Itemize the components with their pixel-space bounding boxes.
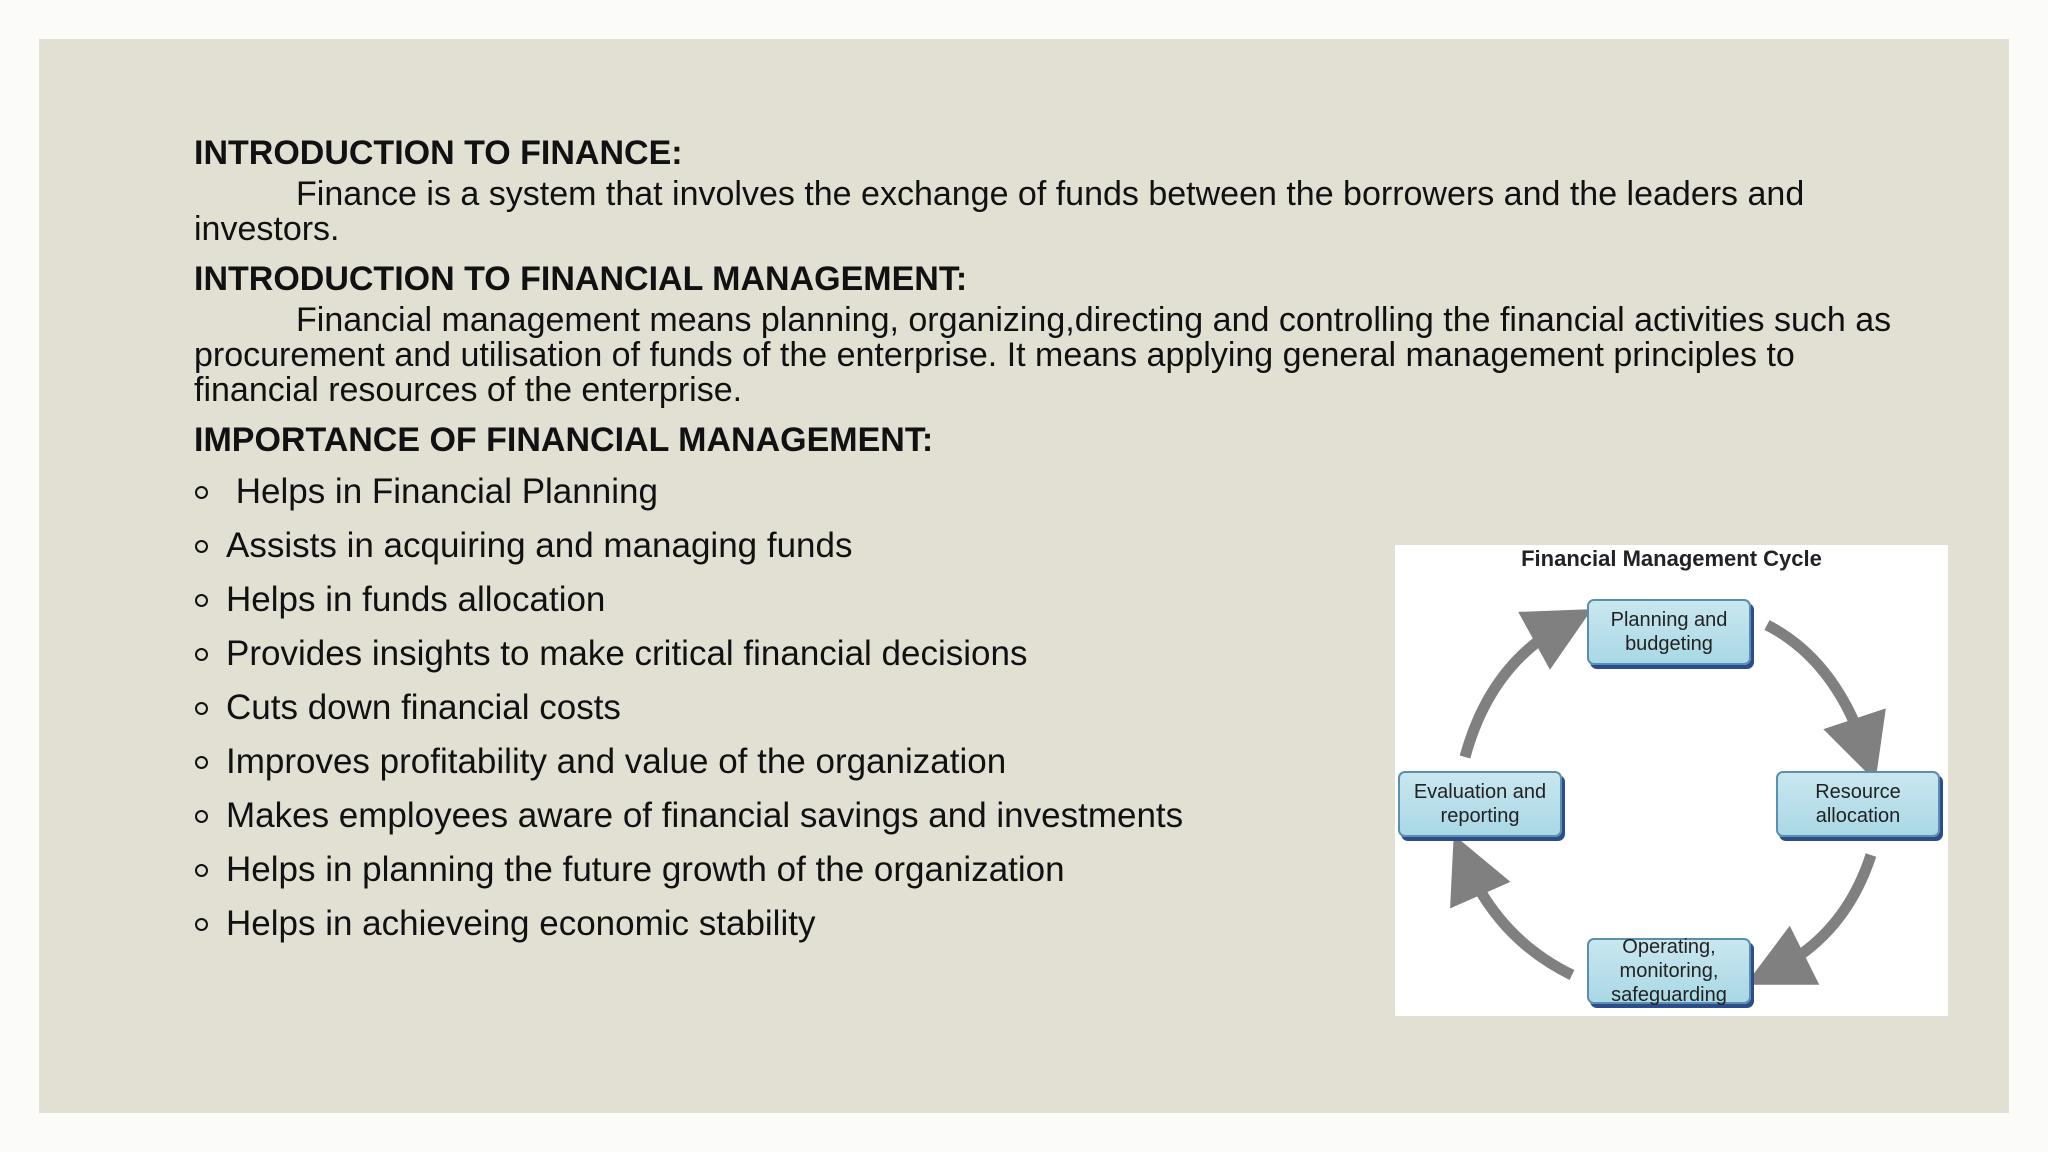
bullet-circle-icon	[195, 594, 208, 607]
bullet-circle-icon	[195, 864, 208, 877]
list-item	[194, 472, 1294, 512]
list-item-text: Assists in acquiring and managing funds	[226, 526, 853, 565]
list-item-text: Helps in Financial Planning	[226, 472, 658, 511]
bullet-circle-icon	[195, 540, 208, 553]
importance-list	[194, 472, 1294, 944]
bullet-circle-icon	[195, 702, 208, 715]
list-item-text: Helps in achieveing economic stability	[226, 904, 816, 943]
bullet-circle-icon	[195, 756, 208, 769]
bullet-circle-icon	[195, 918, 208, 931]
list-item	[194, 796, 1294, 836]
list-item	[194, 580, 1294, 620]
finance-text: Finance is a system that involves the exchange of funds between the borrowers and the leaders and investors.	[194, 175, 1805, 248]
financial-management-text: Financial management means planning, organizing,directing and controlling the financial activities such as procurement and utilisation of funds of the enterprise. It means applying general management principles to financial resources of the enterprise.	[194, 301, 1892, 409]
node-evaluation-reporting: Evaluation and reporting	[1398, 771, 1562, 837]
bullet-circle-icon	[195, 810, 208, 823]
finance-heading: INTRODUCTION TO FINANCE:	[194, 134, 683, 172]
list-item	[194, 850, 1294, 890]
list-item-text: Helps in funds allocation	[226, 580, 606, 619]
arrow-evaluation-to-planning	[1465, 625, 1563, 757]
list-item	[194, 742, 1294, 782]
list-item-text: Provides insights to make critical financial decisions	[226, 634, 1028, 673]
arrow-resource-to-operating	[1775, 855, 1871, 970]
node-planning-budgeting: Planning and budgeting	[1587, 599, 1751, 665]
list-item	[194, 688, 1294, 728]
financial-management-heading: INTRODUCTION TO FINANCIAL MANAGEMENT:	[194, 260, 968, 298]
list-item-text: Makes employees aware of financial savings and investments	[226, 796, 1184, 835]
bullet-circle-icon	[195, 486, 208, 499]
financial-management-cycle-diagram	[1395, 545, 1948, 1016]
list-item-text: Cuts down financial costs	[226, 688, 621, 727]
list-item	[194, 904, 1294, 944]
list-item	[194, 634, 1294, 674]
bullet-circle-icon	[195, 648, 208, 661]
arrow-planning-to-resource	[1767, 625, 1865, 750]
importance-heading: IMPORTANCE OF FINANCIAL MANAGEMENT:	[194, 421, 934, 459]
list-item	[194, 526, 1294, 566]
node-operating-monitoring: Operating, monitoring, safeguarding	[1587, 938, 1751, 1004]
list-item-text: Helps in planning the future growth of the organization	[226, 850, 1065, 889]
slide	[39, 39, 2009, 1113]
list-item-text: Improves profitability and value of the organization	[226, 742, 1007, 781]
arrow-operating-to-evaluation	[1467, 865, 1572, 975]
node-resource-allocation: Resource allocation	[1776, 771, 1940, 837]
diagram-title: Financial Management Cycle	[1521, 546, 1822, 571]
